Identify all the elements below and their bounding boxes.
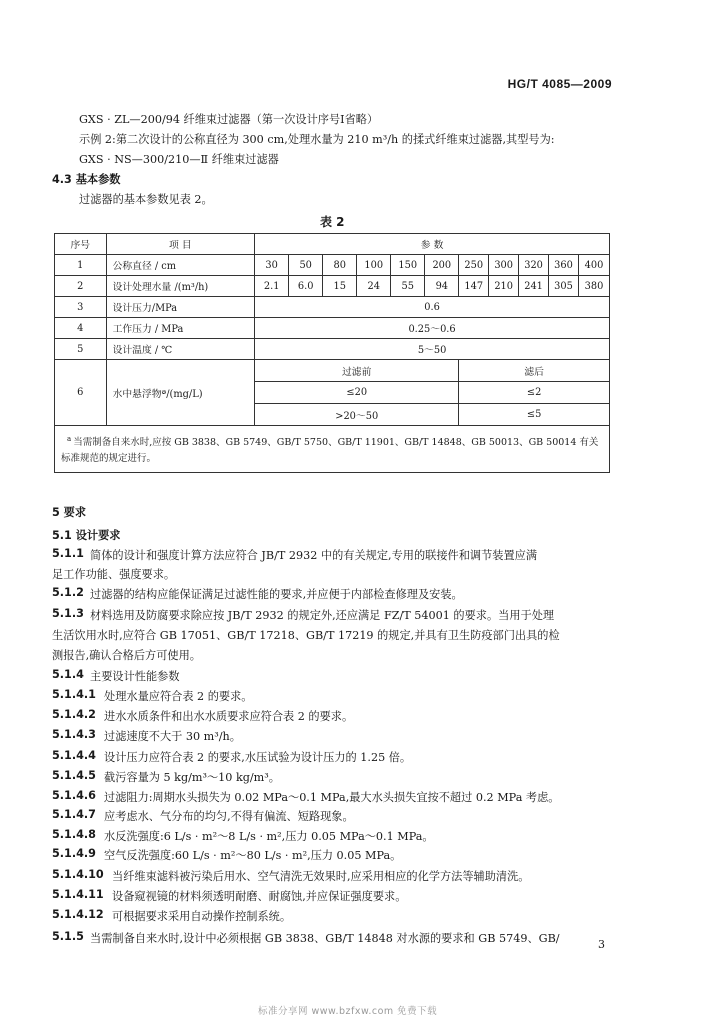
clause-text: 材料选用及防腐要求除应按 JB/T 2932 的规定外,还应满足 FZ/T 54001 的要求。当用于处理: [90, 609, 555, 622]
clause-number: 5.1.3: [52, 607, 84, 620]
cell: 250: [459, 255, 489, 276]
row-no: 3: [55, 297, 107, 318]
table-row: [55, 255, 610, 276]
cell: 15: [323, 276, 357, 297]
page-number: 3: [598, 938, 605, 951]
section-4-3-text: 过滤器的基本参数见表 2。: [79, 193, 213, 206]
clause-text: 可根据要求采用自动操作控制系统。: [112, 910, 292, 923]
clause-number: 5.1.5: [52, 930, 84, 943]
clause-text: 测报告,确认合格后方可使用。: [52, 649, 201, 662]
clause-text: 应考虑水、气分布的均匀,不得有偏流、短路现象。: [104, 810, 354, 823]
cell: 50: [289, 255, 323, 276]
cell: 6.0: [289, 276, 323, 297]
clause-text: 过滤阻力:周期水头损失为 0.02 MPa～0.1 MPa,最大水头损失宜按不超过 0.2 MPa 考虑。: [104, 791, 560, 804]
intro-line-1: GXS · ZL—200/94 纤维束过滤器（第一次设计序号Ⅰ省略）: [79, 113, 379, 126]
cell: ≤20: [255, 382, 459, 404]
cell: 24: [357, 276, 391, 297]
cell: 80: [323, 255, 357, 276]
cell: 400: [578, 255, 609, 276]
clause-text: 过滤速度不大于 30 m³/h。: [104, 730, 241, 743]
clause-text: 水反洗强度:6 L/s · m²～8 L/s · m²,压力 0.05 MPa～0.1 MPa。: [104, 830, 434, 843]
header-params: 参 数: [255, 234, 610, 255]
clause-number: 5.1.4.8: [52, 828, 96, 841]
parameter-table: [54, 233, 610, 473]
row-no: 1: [55, 255, 107, 276]
clause-text: 当纤维束滤料被污染后用水、空气清洗无效果时,应采用相应的化学方法等辅助清洗。: [112, 870, 530, 883]
cell: 380: [578, 276, 609, 297]
cell: 300: [489, 255, 519, 276]
cell: >20～50: [255, 404, 459, 426]
intro-line-3: GXS · NS—300/210—Ⅱ 纤维束过滤器: [79, 153, 279, 166]
clause-text: 过滤器的结构应能保证满足过滤性能的要求,并应便于内部检查修理及安装。: [90, 588, 463, 601]
table-row: [55, 318, 610, 339]
cell: 过滤前: [255, 360, 459, 382]
clause-number: 5.1.4: [52, 668, 84, 681]
row-no: 4: [55, 318, 107, 339]
clause-text: 空气反洗强度:60 L/s · m²～80 L/s · m²,压力 0.05 MPa。: [104, 849, 402, 862]
clause-number: 5.1.4.6: [52, 789, 96, 802]
cell: 0.6: [255, 297, 610, 318]
cell: 200: [425, 255, 459, 276]
intro-line-2: 示例 2:第二次设计的公称直径为 300 cm,处理水量为 210 m³/h 的揉式纤维束过滤器,其型号为:: [79, 133, 555, 146]
clause-text: 主要设计性能参数: [90, 670, 180, 683]
clause-number: 5.1.1: [52, 547, 84, 560]
clause-number: 5.1.4.10: [52, 868, 104, 881]
clause-text: 当需制备自来水时,设计中必须根据 GB 3838、GB/T 14848 对水源的要求和 GB 5749、GB/: [90, 932, 560, 945]
cell: 150: [391, 255, 425, 276]
clause-number: 5.1.4.4: [52, 749, 96, 762]
footnote-text: 当需制备自来水时,应按 GB 3838、GB 5749、GB/T 5750、GB/T 11901、GB/T 14848、GB 50013、GB 50014 有关标准规范的规定进行。: [61, 437, 599, 465]
clause-number: 5.1.4.12: [52, 908, 104, 921]
footer-watermark: 标准分享网 www.bzfxw.com 免费下载: [258, 1006, 438, 1017]
row-no: 5: [55, 339, 107, 360]
cell: 94: [425, 276, 459, 297]
header-item: 项 目: [106, 234, 255, 255]
row-item: 工作压力 / MPa: [106, 318, 255, 339]
clause-text: 设备窥视镜的材料须透明耐磨、耐腐蚀,并应保证强度要求。: [112, 890, 407, 903]
cell: 147: [459, 276, 489, 297]
cell: 241: [519, 276, 549, 297]
clause-number: 5.1.4.7: [52, 808, 96, 821]
clause-number: 5.1.4.1: [52, 688, 96, 701]
cell: 5～50: [255, 339, 610, 360]
clause-number: 5.1.4.3: [52, 728, 96, 741]
clause-text: 简体的设计和强度计算方法应符合 JB/T 2932 中的有关规定,专用的联接件和调节装置应满: [90, 549, 538, 562]
cell: 0.25～0.6: [255, 318, 610, 339]
clause-number: 5.1.4.11: [52, 888, 104, 901]
header-no: 序号: [55, 234, 107, 255]
clause-number: 5.1.4.9: [52, 847, 96, 860]
row-item: 设计压力/MPa: [106, 297, 255, 318]
cell: 210: [489, 276, 519, 297]
table-row: [55, 360, 610, 382]
cell: ≤5: [459, 404, 610, 426]
section-4-3-heading: 4.3 基本参数: [52, 173, 121, 186]
footnote-mark: a: [67, 434, 72, 443]
cell: 320: [519, 255, 549, 276]
clause-text: 生活饮用水时,应符合 GB 17051、GB/T 17218、GB/T 17219 的规定,并具有卫生防疫部门出具的检: [52, 629, 560, 642]
clause-number: 5.1.4.5: [52, 769, 96, 782]
row-no: 6: [55, 360, 107, 426]
table-caption: 表 2: [320, 215, 345, 229]
section-5-heading: 5 要求: [52, 506, 87, 519]
clause-number: 5.1.2: [52, 586, 84, 599]
cell: 360: [549, 255, 579, 276]
table-row: [55, 339, 610, 360]
row-item: 设计处理水量 /(m³/h): [106, 276, 255, 297]
section-5-1-heading: 5.1 设计要求: [52, 529, 121, 542]
cell: 305: [549, 276, 579, 297]
clause-text: 处理水量应符合表 2 的要求。: [104, 690, 253, 703]
cell: ≤2: [459, 382, 610, 404]
clause-text: 足工作功能、强度要求。: [52, 568, 176, 581]
table-row: [55, 276, 610, 297]
row-item: 水中悬浮物ª/(mg/L): [106, 360, 255, 426]
standard-number: HG/T 4085—2009: [507, 77, 612, 91]
cell: 55: [391, 276, 425, 297]
cell: 100: [357, 255, 391, 276]
table-footnote: [55, 426, 610, 473]
row-no: 2: [55, 276, 107, 297]
cell: 2.1: [255, 276, 289, 297]
cell: 滤后: [459, 360, 610, 382]
clause-text: 进水水质条件和出水水质要求应符合表 2 的要求。: [104, 710, 354, 723]
row-item: 设计温度 / ℃: [106, 339, 255, 360]
clause-text: 截污容量为 5 kg/m³～10 kg/m³。: [104, 771, 280, 784]
clause-number: 5.1.4.2: [52, 708, 96, 721]
table-row: [55, 297, 610, 318]
clause-text: 设计压力应符合表 2 的要求,水压试验为设计压力的 1.25 倍。: [104, 751, 412, 764]
row-item: 公称直径 / cm: [106, 255, 255, 276]
cell: 30: [255, 255, 289, 276]
